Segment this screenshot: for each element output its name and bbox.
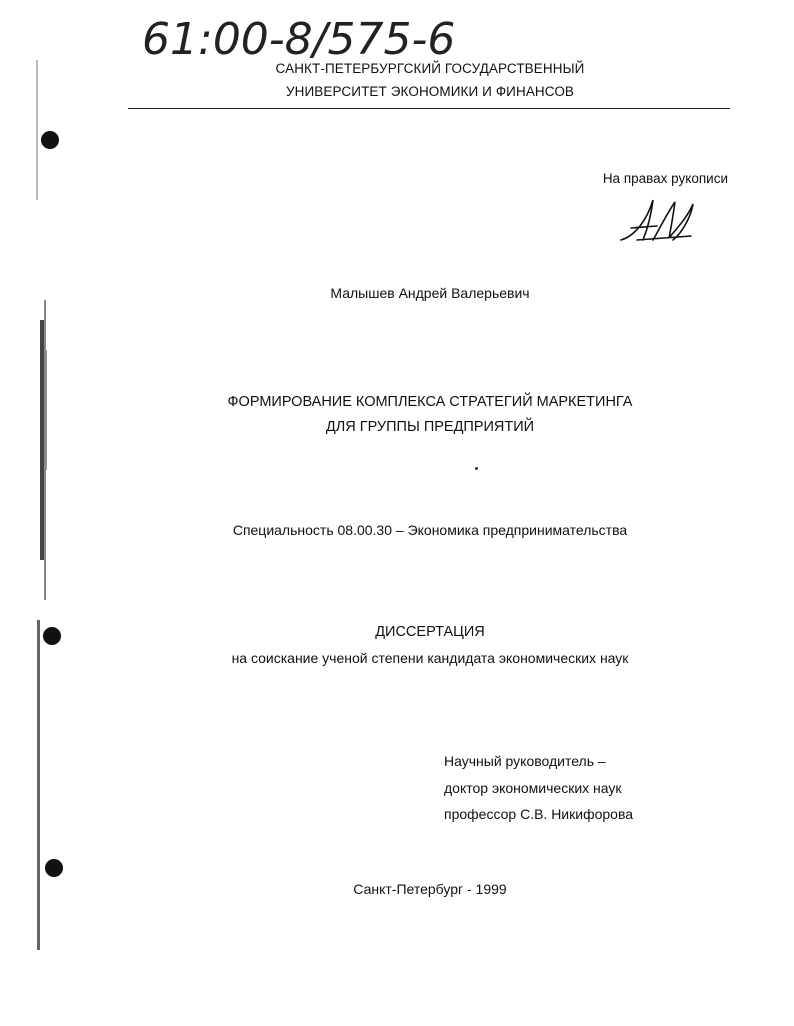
header-divider (128, 108, 730, 109)
archive-number-text: 61:00-8/575-6 (142, 14, 456, 65)
advisor-line2: доктор экономических наук (444, 780, 622, 796)
university-name-line1: САНКТ-ПЕТЕРБУРГСКИЙ ГОСУДАРСТВЕННЫЙ (275, 61, 585, 76)
dissertation-heading: ДИССЕРТАЦИЯ (375, 624, 485, 640)
degree-line: на соискание ученой степени кандидата экономических наук (231, 650, 629, 666)
advisor-line3: профессор С.В. Никифорова (444, 806, 634, 822)
signature (617, 196, 699, 248)
dissertation-title-line1: ФОРМИРОВАНИЕ КОМПЛЕКСА СТРАТЕГИЙ МАРКЕТИНГА (227, 394, 633, 410)
dissertation-title-line2: ДЛЯ ГРУППЫ ПРЕДПРИЯТИЙ (325, 419, 535, 435)
scan-edge-artifacts (0, 0, 70, 1026)
scan-dot (475, 467, 478, 470)
university-name-line2: УНИВЕРСИТЕТ ЭКОНОМИКИ И ФИНАНСОВ (285, 84, 575, 99)
handwritten-archive-number (142, 6, 512, 68)
advisor-line1: Научный руководитель – (444, 753, 606, 769)
city-year: Санкт-Петербург - 1999 (353, 881, 507, 897)
specialty: Специальность 08.00.30 – Экономика предпринимательства (232, 522, 628, 538)
author-name: Малышев Андрей Валерьевич (330, 285, 530, 301)
rights-note: На правах рукописи (602, 171, 728, 186)
